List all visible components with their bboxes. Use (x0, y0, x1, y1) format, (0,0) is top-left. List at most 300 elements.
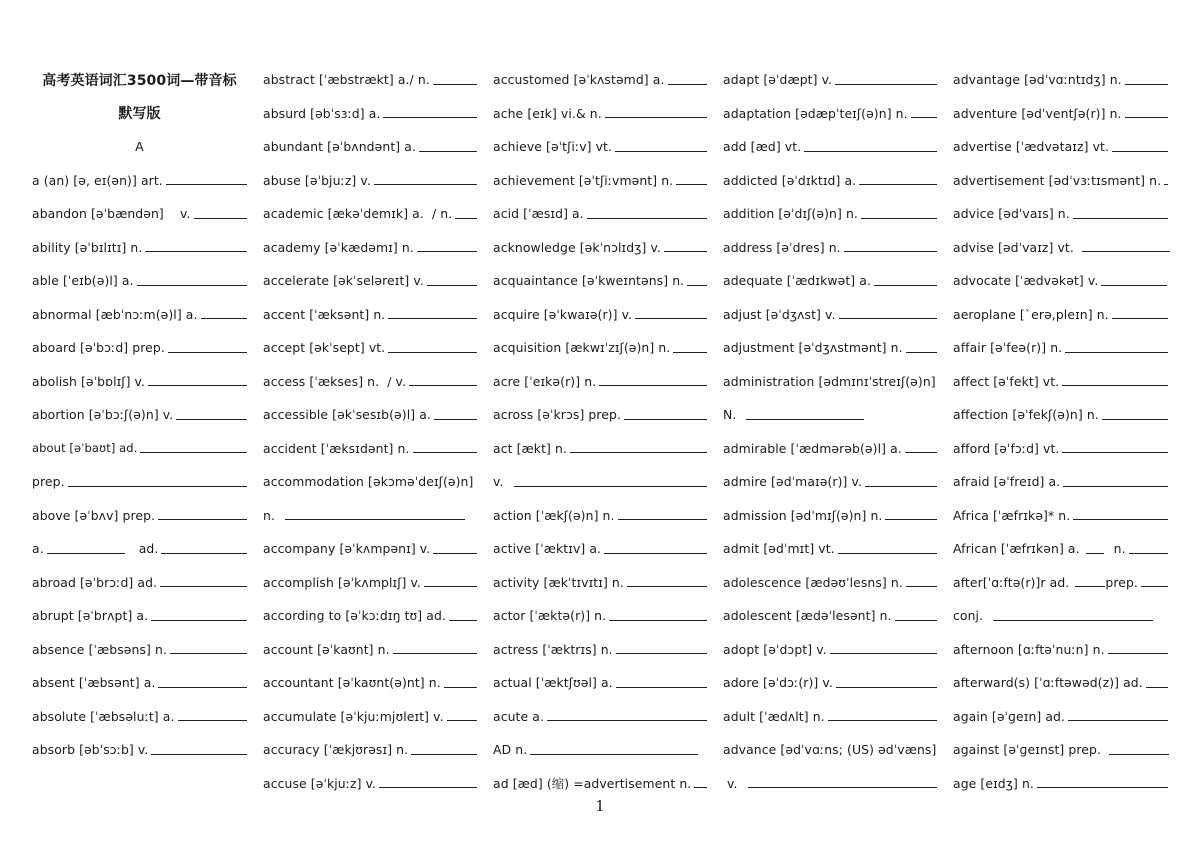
answer-blank[interactable] (609, 620, 707, 621)
list-item (723, 566, 937, 600)
answer-blank[interactable] (1068, 720, 1168, 721)
list-item (493, 666, 707, 700)
list-item (263, 733, 477, 767)
entry-text: affect [əˈfekt] vt. (953, 373, 1060, 389)
entry-text: advertise [ˈædvətaɪz] vt. (953, 139, 1110, 155)
answer-blank[interactable] (374, 184, 477, 185)
list-item (263, 499, 477, 533)
list-item (723, 465, 937, 499)
list-item (263, 566, 477, 600)
answer-blank[interactable] (587, 218, 707, 219)
answer-blank[interactable] (1112, 318, 1168, 319)
entry-text: achieve [əˈtʃiːv] vt. (493, 139, 613, 155)
answer-blank[interactable] (417, 251, 477, 252)
entry-text: acute a. (493, 708, 545, 724)
answer-blank[interactable] (1112, 151, 1168, 152)
answer-blank[interactable] (151, 620, 247, 621)
list-item (953, 331, 1168, 365)
entry-text: adaptation [ədæpˈteɪʃ(ə)n] n. (723, 105, 908, 121)
list-item (263, 164, 477, 198)
list-item (32, 532, 247, 566)
list-item (32, 499, 247, 533)
answer-blank[interactable] (906, 352, 937, 353)
entry-text: against [əˈɡeɪnst] prep. (953, 742, 1102, 758)
column-5 (953, 63, 1168, 800)
list-item (723, 733, 937, 767)
answer-blank[interactable] (687, 285, 707, 286)
list-item (493, 733, 707, 767)
entry-text: accompany [əˈkʌmpənɪ] v. (263, 541, 431, 557)
entry-text: n. (263, 507, 275, 523)
entry-text: academy [əˈkædəmɪ] n. (263, 239, 414, 255)
entry-text: acquisition [ækwɪˈzɪʃ(ə)n] n. (493, 340, 671, 356)
answer-blank[interactable] (201, 318, 247, 319)
entry-text: accomplish [əˈkʌmplɪʃ] v. (263, 574, 421, 590)
list-item (263, 767, 477, 801)
entry-text: advantage [ədˈvɑːntɪdʒ] n. (953, 72, 1122, 88)
answer-blank[interactable] (166, 184, 247, 185)
answer-blank[interactable] (427, 285, 477, 286)
list-item (493, 298, 707, 332)
answer-blank[interactable] (694, 787, 707, 788)
answer-blank[interactable] (828, 720, 937, 721)
list-item (493, 130, 707, 164)
entry-text: accent [ˈæksənt] n. (263, 306, 386, 322)
list-item (263, 264, 477, 298)
list-item (32, 398, 247, 432)
entry-text: ad [æd] (缩) =advertisement n. (493, 776, 692, 792)
answer-blank[interactable] (1102, 419, 1168, 420)
answer-blank[interactable] (168, 352, 247, 353)
list-item (32, 666, 247, 700)
entry-text: Africa [ˈæfrɪkə]* n. (953, 507, 1071, 523)
answer-blank[interactable] (194, 218, 247, 219)
list-item (493, 63, 707, 97)
list-item (493, 700, 707, 734)
entry-text: aeroplane [ˋerə,pleɪn] n. (953, 306, 1109, 322)
entry-text: afternoon [ɑːftəˈnuːn] n. (953, 641, 1105, 657)
entry-text: add [æd] vt. (723, 139, 802, 155)
entry-text: adapt [əˈdæpt] v. (723, 72, 833, 88)
entry-text: admit [ədˈmɪt] vt. (723, 541, 835, 557)
entry-text: abolish [əˈbɒlɪʃ] v. (32, 373, 146, 389)
answer-blank[interactable] (836, 687, 937, 688)
answer-blank[interactable] (624, 419, 707, 420)
entry-text: access [ˈækses] n. / v. (263, 373, 407, 389)
entry-second-label: ad. (138, 541, 159, 557)
answer-blank[interactable] (411, 754, 477, 755)
entry-text: AD n. (493, 742, 528, 758)
list-item (723, 633, 937, 667)
column-3 (493, 63, 707, 800)
answer-blank[interactable] (993, 620, 1153, 621)
answer-blank[interactable] (424, 586, 477, 587)
entry-text: advance [ədˈvɑːns; (US) ədˈvæns] (723, 742, 937, 758)
list-item (263, 298, 477, 332)
list-item (953, 666, 1168, 700)
entry-text: accelerate [əkˈseləreɪt] v. (263, 273, 424, 289)
answer-blank[interactable] (635, 318, 707, 319)
answer-blank[interactable] (285, 519, 465, 520)
entry-text: abnormal [æbˈnɔːm(ə)l] a. (32, 306, 198, 322)
list-item (493, 365, 707, 399)
entry-text: able [ˈeɪb(ə)l] a. (32, 273, 134, 289)
list-item (723, 331, 937, 365)
entry-text: age [eɪdʒ] n. (953, 775, 1034, 791)
answer-blank[interactable] (1164, 184, 1168, 185)
answer-blank[interactable] (664, 251, 707, 252)
answer-blank[interactable] (1062, 385, 1168, 386)
answer-blank[interactable] (865, 486, 937, 487)
answer-blank[interactable] (861, 218, 937, 219)
answer-blank[interactable] (158, 519, 247, 520)
answer-blank[interactable] (1073, 218, 1168, 219)
answer-blank[interactable] (176, 419, 247, 420)
entry-text: prep. (32, 474, 65, 490)
entry-text: ache [eɪk] vi.& n. (493, 105, 602, 121)
answer-blank[interactable] (616, 653, 707, 654)
list-item (263, 63, 477, 97)
list-item (953, 700, 1168, 734)
entry-text: acquaintance [əˈkweɪntəns] n. (493, 273, 685, 289)
answer-blank[interactable] (1063, 486, 1168, 487)
answer-blank[interactable] (170, 653, 247, 654)
answer-blank[interactable] (137, 285, 247, 286)
answer-blank[interactable] (1129, 553, 1168, 554)
answer-blank[interactable] (530, 754, 698, 755)
list-item (32, 733, 247, 767)
list-item (723, 432, 937, 466)
entry-text: act [ækt] n. (493, 440, 568, 456)
answer-blank[interactable] (1109, 754, 1169, 755)
entry-text: a (an) [ə, eɪ(ən)] art. (32, 172, 163, 188)
entry-text: advertisement [ədˈvɜːtɪsmənt] n. (953, 172, 1162, 188)
answer-blank[interactable] (140, 452, 247, 453)
entry-text: African [ˈæfrɪkən] a. (953, 541, 1080, 557)
answer-blank[interactable] (676, 184, 707, 185)
list-item (953, 767, 1168, 801)
list-item (32, 432, 247, 466)
answer-blank[interactable] (1075, 586, 1105, 587)
entry-text: accumulate [əˈkjuːmjʊleɪt] v. (263, 708, 444, 724)
list-item (953, 532, 1168, 566)
entry-text: admission [ədˈmɪʃ(ə)n] n. (723, 507, 883, 523)
entry-text: acre [ˈeɪkə(r)] n. (493, 373, 597, 389)
list-item (953, 365, 1168, 399)
list-item (953, 398, 1168, 432)
entry-second-label: prep. (1105, 574, 1138, 590)
entry-text: addition [əˈdɪʃ(ə)n] n. (723, 206, 858, 222)
answer-blank[interactable] (605, 117, 707, 118)
answer-blank[interactable] (178, 720, 248, 721)
list-item (953, 130, 1168, 164)
answer-blank[interactable] (547, 720, 707, 721)
document-title: 高考英语词汇3500词—带音标 (42, 72, 237, 89)
list-item (32, 331, 247, 365)
entry-text: actress [ˈæktrɪs] n. (493, 641, 613, 657)
entry-text: achievement [əˈtʃiːvmənt] n. (493, 172, 674, 188)
list-item (953, 164, 1168, 198)
entry-text: affair [əˈfeə(r)] n. (953, 340, 1063, 356)
entry-text: accept [əkˈsept] vt. (263, 340, 386, 356)
answer-blank[interactable] (160, 586, 247, 587)
answer-blank[interactable] (804, 151, 937, 152)
list-item (32, 298, 247, 332)
entry-text: about [əˈbaʊt] ad. (32, 441, 138, 456)
list-item (32, 365, 247, 399)
answer-blank[interactable] (748, 787, 937, 788)
answer-blank[interactable] (409, 385, 477, 386)
list-item (953, 231, 1168, 265)
entry-text: advice [ədˈvaɪs] n. (953, 206, 1070, 222)
list-item (953, 733, 1168, 767)
entry-text: abundant [əˈbʌndənt] a. (263, 139, 416, 155)
answer-blank[interactable] (379, 787, 477, 788)
answer-blank[interactable] (835, 84, 937, 85)
answer-blank[interactable] (615, 151, 707, 152)
answer-blank[interactable] (859, 184, 937, 185)
list-item (723, 298, 937, 332)
list-item (263, 465, 477, 499)
list-item (263, 365, 477, 399)
entry-text: again [əˈɡeɪn] ad. (953, 708, 1066, 724)
entry-text: adjustment [əˈdʒʌstmənt] n. (723, 340, 903, 356)
entry-text: absolute [ˈæbsəluːt] a. (32, 708, 175, 724)
list-item (493, 566, 707, 600)
entry-text: accuracy [ˈækjʊrəsɪ] n. (263, 742, 409, 758)
entry-text: advise [ədˈvaɪz] vt. (953, 239, 1074, 255)
answer-blank[interactable] (388, 352, 477, 353)
answer-blank[interactable] (1141, 586, 1168, 587)
answer-blank[interactable] (905, 452, 937, 453)
list-item (953, 499, 1168, 533)
list-item (723, 197, 937, 231)
answer-blank[interactable] (839, 318, 937, 319)
entry-text: aboard [əˈbɔːd] prep. (32, 340, 165, 356)
list-item (263, 398, 477, 432)
entry-text: abrupt [əˈbrʌpt] a. (32, 608, 149, 624)
answer-blank[interactable] (616, 687, 707, 688)
entry-text: addicted [əˈdɪktɪd] a. (723, 172, 857, 188)
list-item (953, 633, 1168, 667)
entry-text: accuse [əˈkjuːz] v. (263, 775, 377, 791)
entry-text: activity [ækˈtɪvɪtɪ] n. (493, 574, 624, 590)
entry-text: advocate [ˈædvəkət] v. (953, 273, 1099, 289)
answer-blank[interactable] (1101, 285, 1167, 286)
answer-blank[interactable] (447, 720, 477, 721)
entry-text: address [əˈdres] n. (723, 239, 841, 255)
entry-text: admire [ədˈmaɪə(r)] v. (723, 474, 863, 490)
answer-blank[interactable] (419, 151, 477, 152)
answer-blank[interactable] (145, 251, 247, 252)
answer-blank[interactable] (604, 553, 707, 554)
entry-text: accommodation [əkɔməˈdeɪʃ(ə)n] (263, 474, 474, 490)
list-item (263, 700, 477, 734)
answer-blank[interactable] (746, 419, 864, 420)
answer-blank[interactable] (599, 385, 707, 386)
list-item (32, 164, 247, 198)
entry-text: adolescent [ædəˈlesənt] n. (723, 608, 892, 624)
list-item (493, 599, 707, 633)
answer-blank[interactable] (830, 653, 937, 654)
answer-blank[interactable] (1125, 84, 1168, 85)
answer-blank[interactable] (434, 419, 477, 420)
answer-blank[interactable] (68, 486, 247, 487)
list-item (32, 700, 247, 734)
answer-blank[interactable] (844, 251, 937, 252)
entry-text: v. (493, 474, 504, 490)
list-item (953, 63, 1168, 97)
list-item (32, 599, 247, 633)
list-item (723, 264, 937, 298)
answer-blank[interactable] (514, 486, 707, 487)
entry-text: a. (32, 541, 44, 557)
list-item (493, 97, 707, 131)
entry-text: N. (723, 407, 737, 423)
list-item (263, 97, 477, 131)
answer-blank[interactable] (444, 687, 477, 688)
list-item (723, 398, 937, 432)
list-item (263, 599, 477, 633)
answer-blank[interactable] (1146, 687, 1168, 688)
entry-text: absence [ˈæbsəns] n. (32, 641, 167, 657)
answer-blank[interactable] (1086, 553, 1104, 554)
entry-text: adjust [əˈdʒʌst] v. (723, 306, 836, 322)
answer-blank[interactable] (148, 385, 247, 386)
answer-blank[interactable] (449, 620, 477, 621)
list-item (32, 197, 247, 231)
list-item (493, 499, 707, 533)
list-item (263, 197, 477, 231)
entry-text: afterward(s) [ˈɑːftəwəd(z)] ad. (953, 675, 1143, 691)
list-item (723, 97, 937, 131)
list-item (723, 599, 937, 633)
answer-blank[interactable] (911, 117, 937, 118)
column-2 (263, 63, 477, 800)
answer-blank[interactable] (433, 553, 477, 554)
entry-text: abstract [ˈæbstrækt] a./ n. (263, 72, 430, 88)
list-item (32, 231, 247, 265)
entry-second-label: n. (1113, 541, 1126, 557)
list-item (723, 365, 937, 399)
list-item (263, 666, 477, 700)
answer-blank[interactable] (1062, 452, 1168, 453)
entry-text: action [ˈækʃ(ə)n] n. (493, 507, 615, 523)
entry-text: above [əˈbʌv] prep. (32, 507, 156, 523)
list-item (263, 331, 477, 365)
list-item (953, 264, 1168, 298)
answer-blank[interactable] (1073, 519, 1168, 520)
entry-text: absurd [əbˈsɜːd] a. (263, 105, 381, 121)
list-item (493, 331, 707, 365)
answer-blank[interactable] (393, 653, 477, 654)
entry-text: adolescence [ædəʊˈlesns] n. (723, 574, 903, 590)
answer-blank[interactable] (151, 754, 247, 755)
answer-blank[interactable] (838, 553, 937, 554)
entry-text: accountant [əˈkaʊnt(ə)nt] n. (263, 675, 441, 691)
entry-text: academic [ækəˈdemɪk] a. / n. (263, 206, 453, 222)
answer-blank[interactable] (161, 553, 247, 554)
list-item (723, 164, 937, 198)
entry-text: accident [ˈæksɪdənt] n. (263, 440, 410, 456)
answer-blank[interactable] (570, 452, 707, 453)
list-item (263, 532, 477, 566)
answer-blank[interactable] (433, 84, 477, 85)
answer-blank[interactable] (627, 586, 707, 587)
list-item (493, 164, 707, 198)
answer-blank[interactable] (906, 586, 937, 587)
entry-text: actor [ˈæktə(r)] n. (493, 608, 607, 624)
list-item (723, 130, 937, 164)
list-item (953, 566, 1168, 600)
answer-blank[interactable] (1037, 787, 1168, 788)
answer-blank[interactable] (413, 452, 477, 453)
entry-text: conj. (953, 608, 984, 624)
entry-text: after[ˈɑːftə(r)]r ad. (953, 574, 1070, 590)
entry-text: across [əˈkrɔs] prep. (493, 407, 622, 423)
entry-text: abuse [əˈbjuːz] v. (263, 172, 371, 188)
list-item (953, 97, 1168, 131)
column-1 (32, 63, 247, 767)
list-item (723, 767, 937, 801)
document-subtitle: 默写版 (118, 106, 161, 123)
entry-text: v. (723, 775, 738, 791)
entry-text: acknowledge [əkˈnɔlɪdʒ] v. (493, 239, 661, 255)
list-item (493, 197, 707, 231)
answer-blank[interactable] (383, 117, 477, 118)
entry-text: adopt [əˈdɔpt] v. (723, 641, 827, 657)
entry-text: acid [ˈæsɪd] a. (493, 206, 584, 222)
list-item (32, 566, 247, 600)
entry-text: affection [əˈfekʃ(ə)n] n. (953, 407, 1099, 423)
list-item (493, 432, 707, 466)
answer-blank[interactable] (1082, 251, 1170, 252)
entry-text: abandon [əˈbændən] v. (32, 206, 191, 222)
list-item (953, 298, 1168, 332)
column-4 (723, 63, 937, 800)
answer-blank[interactable] (895, 620, 937, 621)
answer-blank[interactable] (618, 519, 707, 520)
answer-blank[interactable] (158, 687, 247, 688)
entry-text: adult [ˈædʌlt] n. (723, 708, 825, 724)
entry-text: account [əˈkaʊnt] n. (263, 641, 390, 657)
list-item (263, 633, 477, 667)
page-number: 1 (595, 797, 605, 815)
entry-text: accustomed [əˈkʌstəmd] a. (493, 72, 665, 88)
answer-blank[interactable] (673, 352, 707, 353)
list-item (723, 666, 937, 700)
entry-text: administration [ədmɪnɪˈstreɪʃ(ə)n] (723, 373, 936, 389)
entry-text: actual [ˈæktʃʊəl] a. (493, 675, 613, 691)
answer-blank[interactable] (1065, 352, 1168, 353)
entry-text: afford [əˈfɔːd] vt. (953, 440, 1060, 456)
answer-blank[interactable] (1125, 117, 1168, 118)
answer-blank[interactable] (885, 519, 937, 520)
answer-blank[interactable] (388, 318, 477, 319)
entry-text: accessible [əkˈsesɪb(ə)l] a. (263, 407, 431, 423)
answer-blank[interactable] (1108, 653, 1168, 654)
entry-text: adventure [ədˈventʃə(r)] n. (953, 105, 1122, 121)
list-item (953, 432, 1168, 466)
entry-text: according to [əˈkɔːdɪŋ tʊ] ad. (263, 608, 446, 624)
list-item (723, 499, 937, 533)
answer-blank[interactable] (455, 218, 477, 219)
answer-blank[interactable] (874, 285, 937, 286)
answer-blank[interactable] (47, 553, 125, 554)
answer-blank[interactable] (668, 84, 707, 85)
entry-text: afraid [əˈfreɪd] a. (953, 474, 1061, 490)
list-item (263, 231, 477, 265)
